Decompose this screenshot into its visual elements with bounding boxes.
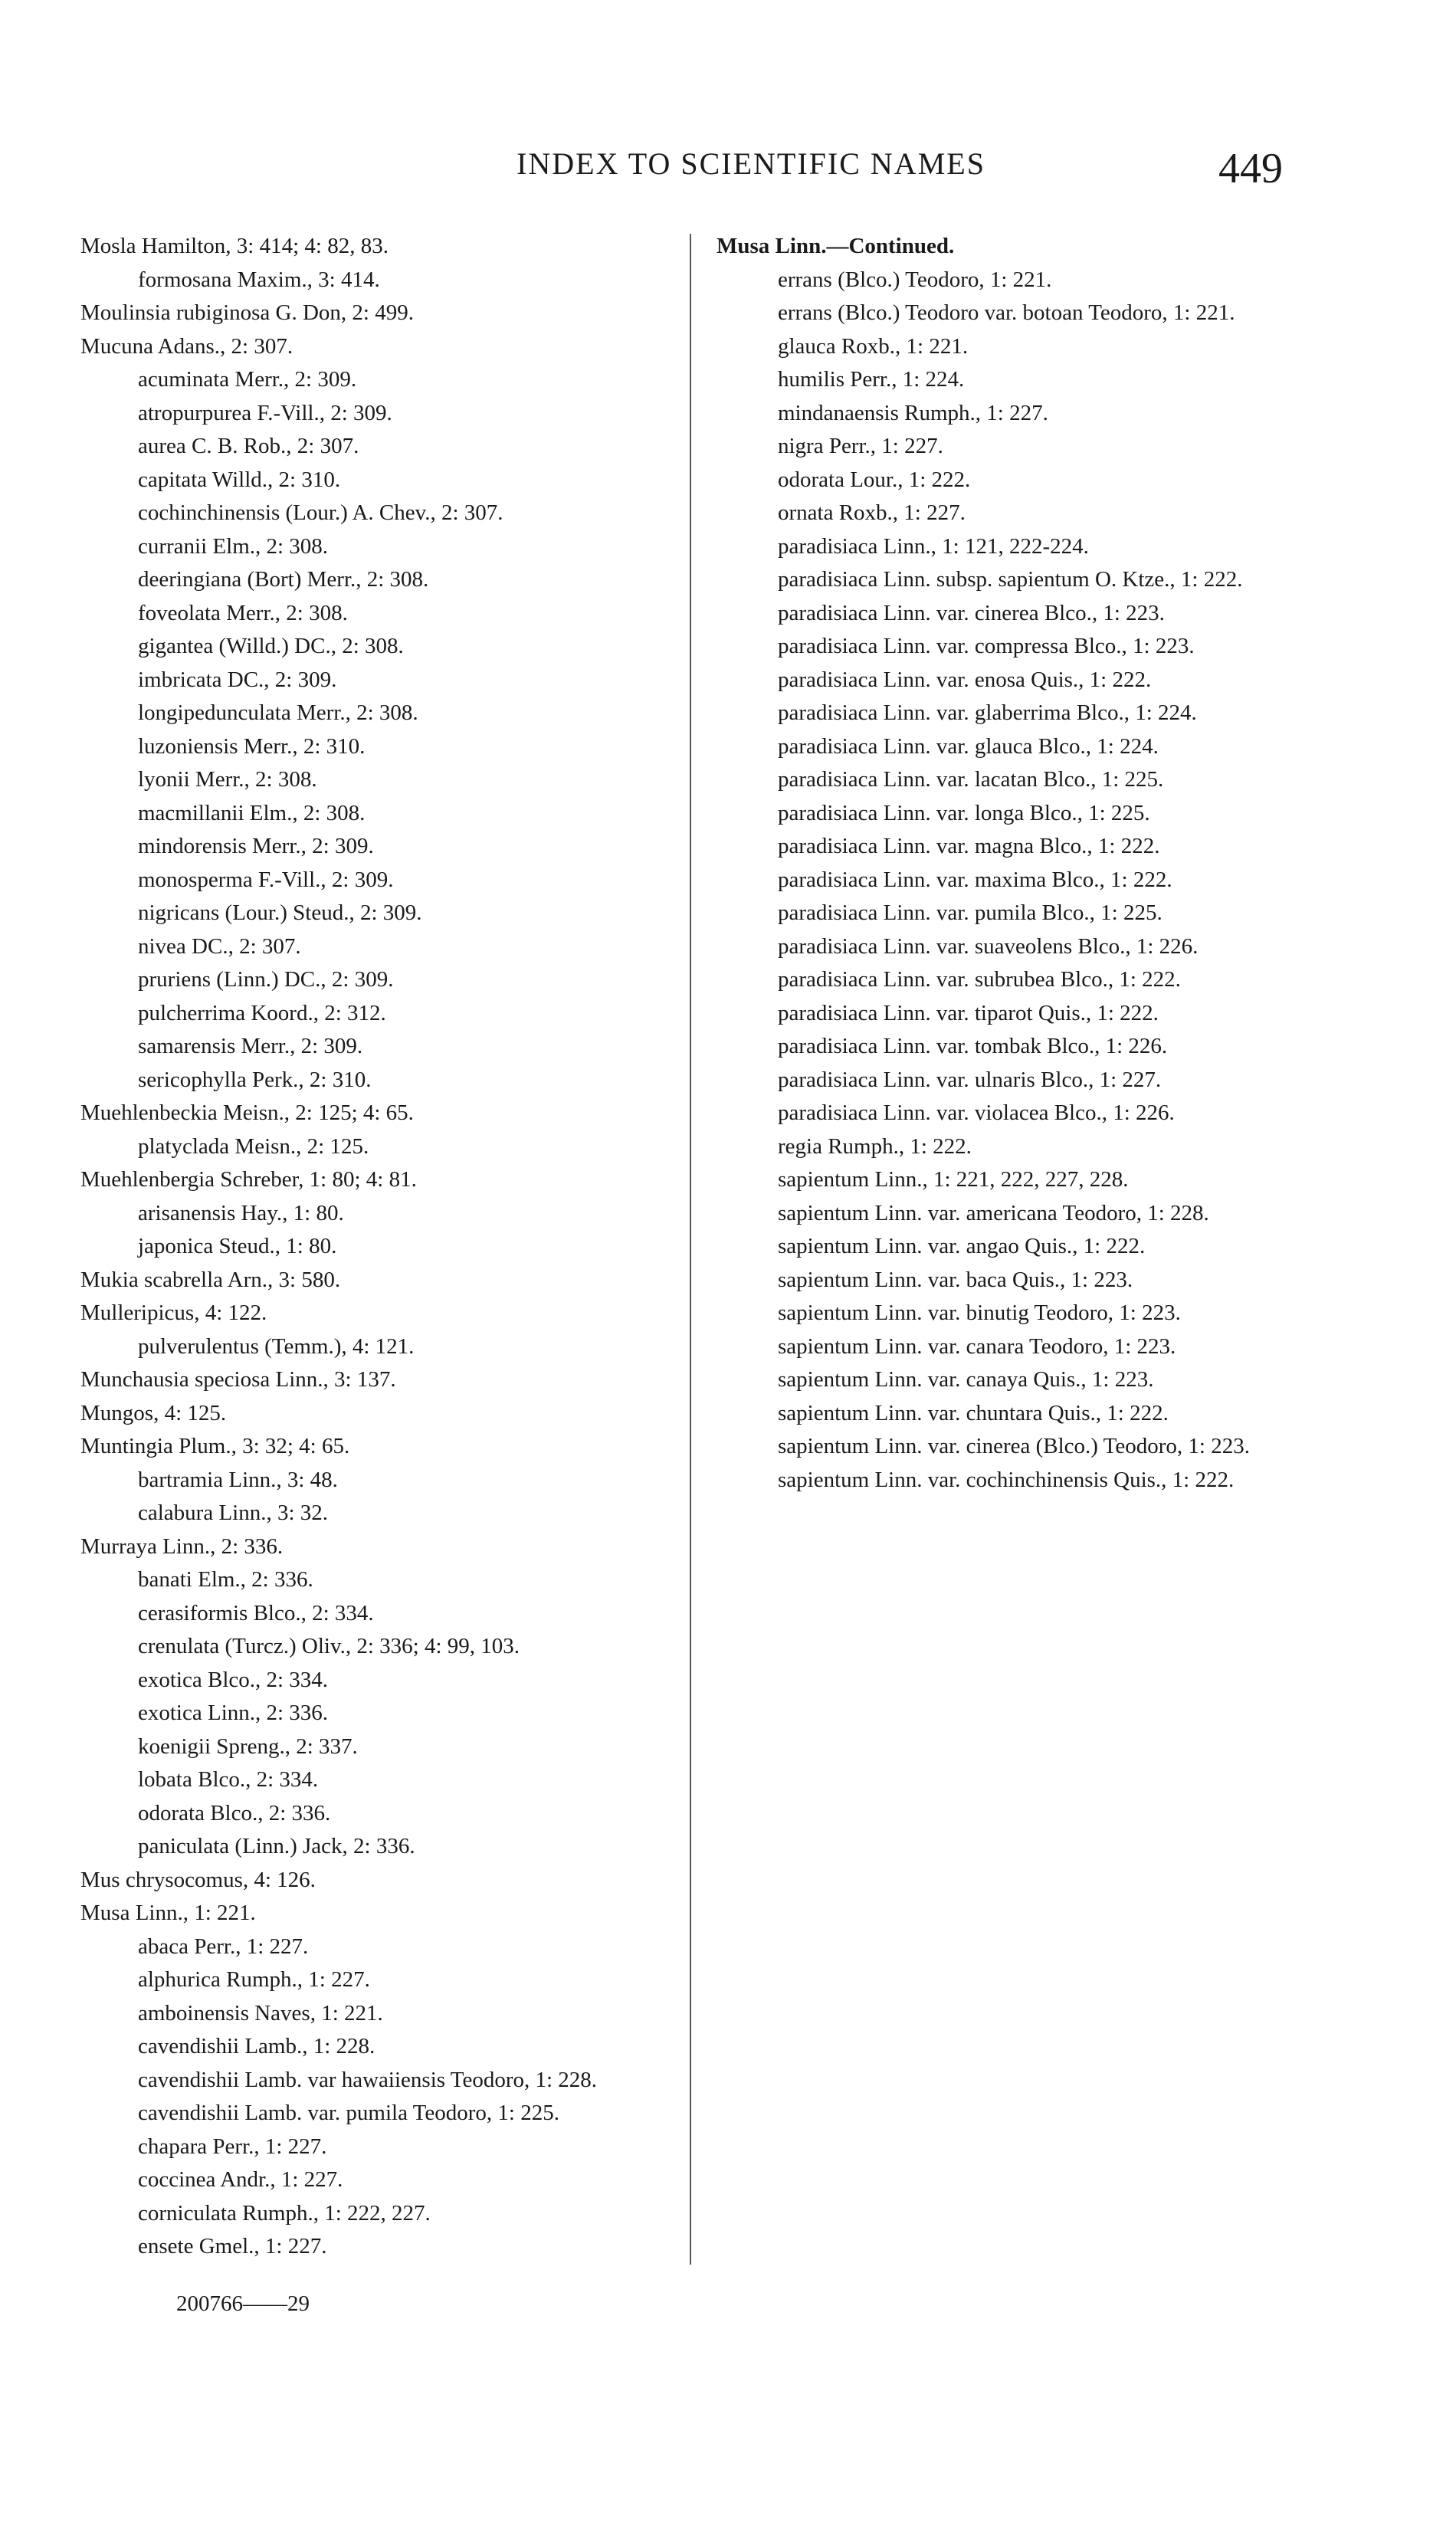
index-entry: Moulinsia rubiginosa G. Don, 2: 499.	[80, 300, 414, 325]
index-entry: paradisiaca Linn. subsp. sapientum O. Ktze., 1: 222.	[778, 567, 1243, 592]
page-title: INDEX TO SCIENTIFIC NAMES	[516, 146, 985, 181]
index-entry: macmillanii Elm., 2: 308.	[138, 800, 366, 825]
index-entry: longipedunculata Merr., 2: 308.	[138, 700, 418, 725]
index-entry: corniculata Rumph., 1: 222, 227.	[138, 2200, 431, 2226]
continuation-heading: Musa Linn.—Continued.	[717, 234, 955, 258]
index-entry: paniculata (Linn.) Jack, 2: 336.	[138, 1834, 415, 1858]
index-entry: paradisiaca Linn. var. suaveolens Blco., 1: 226.	[778, 933, 1199, 959]
column-divider	[690, 234, 691, 2265]
index-entry: regia Rumph., 1: 222.	[778, 1133, 972, 1159]
index-entry: paradisiaca Linn. var. cinerea Blco., 1: 223.	[778, 600, 1165, 625]
index-entry: odorata Lour., 1: 222.	[778, 467, 971, 492]
index-entry: errans (Blco.) Teodoro var. botoan Teodoro, 1: 221.	[778, 300, 1235, 325]
index-entry: calabura Linn., 3: 32.	[138, 1501, 329, 1525]
index-column-left	[80, 230, 682, 2264]
index-entry: luzoniensis Merr., 2: 310.	[138, 733, 366, 759]
index-entry: gigantea (Willd.) DC., 2: 308.	[138, 634, 404, 658]
index-entry: platyclada Meisn., 2: 125.	[138, 1133, 369, 1159]
index-entry: aurea C. B. Rob., 2: 307.	[138, 434, 359, 458]
index-entry: odorata Blco., 2: 336.	[138, 1800, 331, 1825]
index-entry: cochinchinensis (Lour.) A. Chev., 2: 307.	[138, 500, 503, 525]
index-entry: paradisiaca Linn. var. tombak Blco., 1: 226.	[778, 1034, 1168, 1058]
index-entry: capitata Willd., 2: 310.	[138, 467, 341, 492]
index-entry: Mukia scabrella Arn., 3: 580.	[80, 1267, 341, 1292]
index-entry: foveolata Merr., 2: 308.	[138, 600, 348, 625]
index-entry: japonica Steud., 1: 80.	[138, 1234, 337, 1258]
index-entry: chapara Perr., 1: 227.	[138, 2134, 327, 2159]
index-entry: paradisiaca Linn. var. maxima Blco., 1: 222.	[778, 867, 1172, 892]
index-entry: paradisiaca Linn. var. tiparot Quis., 1: 222.	[778, 1000, 1159, 1025]
index-entry: mindanaensis Rumph., 1: 227.	[778, 400, 1048, 425]
index-entry: bartramia Linn., 3: 48.	[138, 1467, 338, 1492]
index-entry: paradisiaca Linn. var. enosa Quis., 1: 222.	[778, 667, 1152, 692]
index-entry: cavendishii Lamb., 1: 228.	[138, 2034, 375, 2058]
index-entry: acuminata Merr., 2: 309.	[138, 367, 357, 392]
index-entry: paradisiaca Linn., 1: 121, 222-224.	[778, 533, 1089, 559]
index-entry: sapientum Linn., 1: 221, 222, 227, 228.	[778, 1167, 1129, 1192]
index-entry: imbricata DC., 2: 309.	[138, 667, 337, 692]
index-entry: humilis Perr., 1: 224.	[778, 367, 965, 392]
index-entry: sapientum Linn. var. canara Teodoro, 1: 223.	[778, 1333, 1176, 1359]
index-entry: paradisiaca Linn. var. glauca Blco., 1: 224.	[778, 733, 1159, 759]
index-entry: Muntingia Plum., 3: 32; 4: 65.	[80, 1434, 350, 1458]
index-entry: sapientum Linn. var. binutig Teodoro, 1: 223.	[778, 1301, 1181, 1325]
index-entry: sapientum Linn. var. baca Quis., 1: 223.	[778, 1267, 1133, 1292]
index-entry: paradisiaca Linn. var. longa Blco., 1: 225.	[778, 800, 1150, 825]
index-entry: nigricans (Lour.) Steud., 2: 309.	[138, 900, 422, 925]
index-entry: sapientum Linn. var. canaya Quis., 1: 223.	[778, 1367, 1154, 1392]
index-entry: sapientum Linn. var. chuntara Quis., 1: 222.	[778, 1400, 1169, 1425]
index-entry: cerasiformis Blco., 2: 334.	[138, 1600, 374, 1625]
index-entry: formosana Maxim., 3: 414.	[138, 267, 380, 292]
index-entry: lobata Blco., 2: 334.	[138, 1767, 319, 1792]
index-entry: exotica Blco., 2: 334.	[138, 1667, 329, 1692]
index-entry: cavendishii Lamb. var hawaiiensis Teodoro, 1: 228.	[138, 2067, 598, 2092]
index-entry: paradisiaca Linn. var. compressa Blco., 1: 223.	[778, 634, 1195, 658]
index-entry: Mus chrysocomus, 4: 126.	[80, 1867, 316, 1892]
index-entry: cavendishii Lamb. var. pumila Teodoro, 1: 225.	[138, 2101, 559, 2125]
index-entry: sapientum Linn. var. americana Teodoro, 1: 228.	[778, 1200, 1209, 1225]
index-entry: sapientum Linn. var. angao Quis., 1: 222.	[778, 1234, 1146, 1258]
index-entry: koenigii Spreng., 2: 337.	[138, 1734, 358, 1759]
index-entry: Musa Linn., 1: 221.	[80, 1901, 256, 1925]
index-entry: Murraya Linn., 2: 336.	[80, 1533, 284, 1559]
index-entry: Munchausia speciosa Linn., 3: 137.	[80, 1367, 396, 1392]
index-entry: Mosla Hamilton, 3: 414; 4: 82, 83.	[80, 234, 389, 258]
index-entry: coccinea Andr., 1: 227.	[138, 2167, 343, 2192]
index-entry: alphurica Rumph., 1: 227.	[138, 1967, 370, 1992]
index-entry: paradisiaca Linn. var. pumila Blco., 1: 225.	[778, 900, 1163, 925]
index-entry: curranii Elm., 2: 308.	[138, 533, 329, 559]
index-entry: Mungos, 4: 125.	[80, 1400, 227, 1425]
page-number: 449	[1218, 145, 1283, 192]
index-entry: pulcherrima Koord., 2: 312.	[138, 1000, 386, 1025]
index-entry: monosperma F.-Vill., 2: 309.	[138, 867, 394, 892]
index-entry: Muehlenbergia Schreber, 1: 80; 4: 81.	[80, 1167, 417, 1192]
index-entry: paradisiaca Linn. var. ulnaris Blco., 1: 227.	[778, 1067, 1162, 1092]
index-entry: sericophylla Perk., 2: 310.	[138, 1067, 372, 1092]
index-entry: crenulata (Turcz.) Oliv., 2: 336; 4: 99, 103.	[138, 1634, 520, 1658]
index-entry: exotica Linn., 2: 336.	[138, 1701, 329, 1725]
index-entry: nivea DC., 2: 307.	[138, 933, 301, 959]
index-entry: sapientum Linn. var. cochinchinensis Quis., 1: 222.	[778, 1467, 1235, 1492]
index-entry: paradisiaca Linn. var. violacea Blco., 1: 226.	[778, 1100, 1175, 1125]
index-entry: glauca Roxb., 1: 221.	[778, 333, 969, 359]
index-entry: pulverulentus (Temm.), 4: 121.	[138, 1333, 415, 1359]
index-entry: Muehlenbeckia Meisn., 2: 125; 4: 65.	[80, 1100, 414, 1125]
index-entry: arisanensis Hay., 1: 80.	[138, 1200, 344, 1225]
index-entry: samarensis Merr., 2: 309.	[138, 1034, 363, 1058]
index-entry: banati Elm., 2: 336.	[138, 1567, 313, 1592]
index-entry: paradisiaca Linn. var. glaberrima Blco., 1: 224.	[778, 700, 1197, 725]
index-entry: Mucuna Adans., 2: 307.	[80, 333, 293, 359]
index-entry: pruriens (Linn.) DC., 2: 309.	[138, 967, 394, 992]
index-entry: ornata Roxb., 1: 227.	[778, 500, 966, 525]
index-entry: lyonii Merr., 2: 308.	[138, 767, 317, 792]
index-entry: errans (Blco.) Teodoro, 1: 221.	[778, 267, 1052, 292]
index-column-right	[717, 230, 1307, 1497]
index-entry: atropurpurea F.-Vill., 2: 309.	[138, 400, 392, 425]
index-entry: ensete Gmel., 1: 227.	[138, 2234, 327, 2258]
index-entry: nigra Perr., 1: 227.	[778, 434, 943, 458]
index-entry: Mulleripicus, 4: 122.	[80, 1301, 267, 1325]
printer-signature: 200766——29	[176, 2291, 310, 2316]
index-entry: paradisiaca Linn. var. magna Blco., 1: 222.	[778, 834, 1160, 858]
index-entry: paradisiaca Linn. var. lacatan Blco., 1: 225.	[778, 767, 1164, 792]
index-entry: paradisiaca Linn. var. subrubea Blco., 1: 222.	[778, 967, 1181, 992]
index-entry: deeringiana (Bort) Merr., 2: 308.	[138, 567, 429, 592]
index-entry: abaca Perr., 1: 227.	[138, 1934, 309, 1959]
index-entry: mindorensis Merr., 2: 309.	[138, 834, 374, 858]
index-entry: amboinensis Naves, 1: 221.	[138, 2000, 383, 2025]
index-entry: sapientum Linn. var. cinerea (Blco.) Teodoro, 1: 223.	[778, 1434, 1250, 1458]
